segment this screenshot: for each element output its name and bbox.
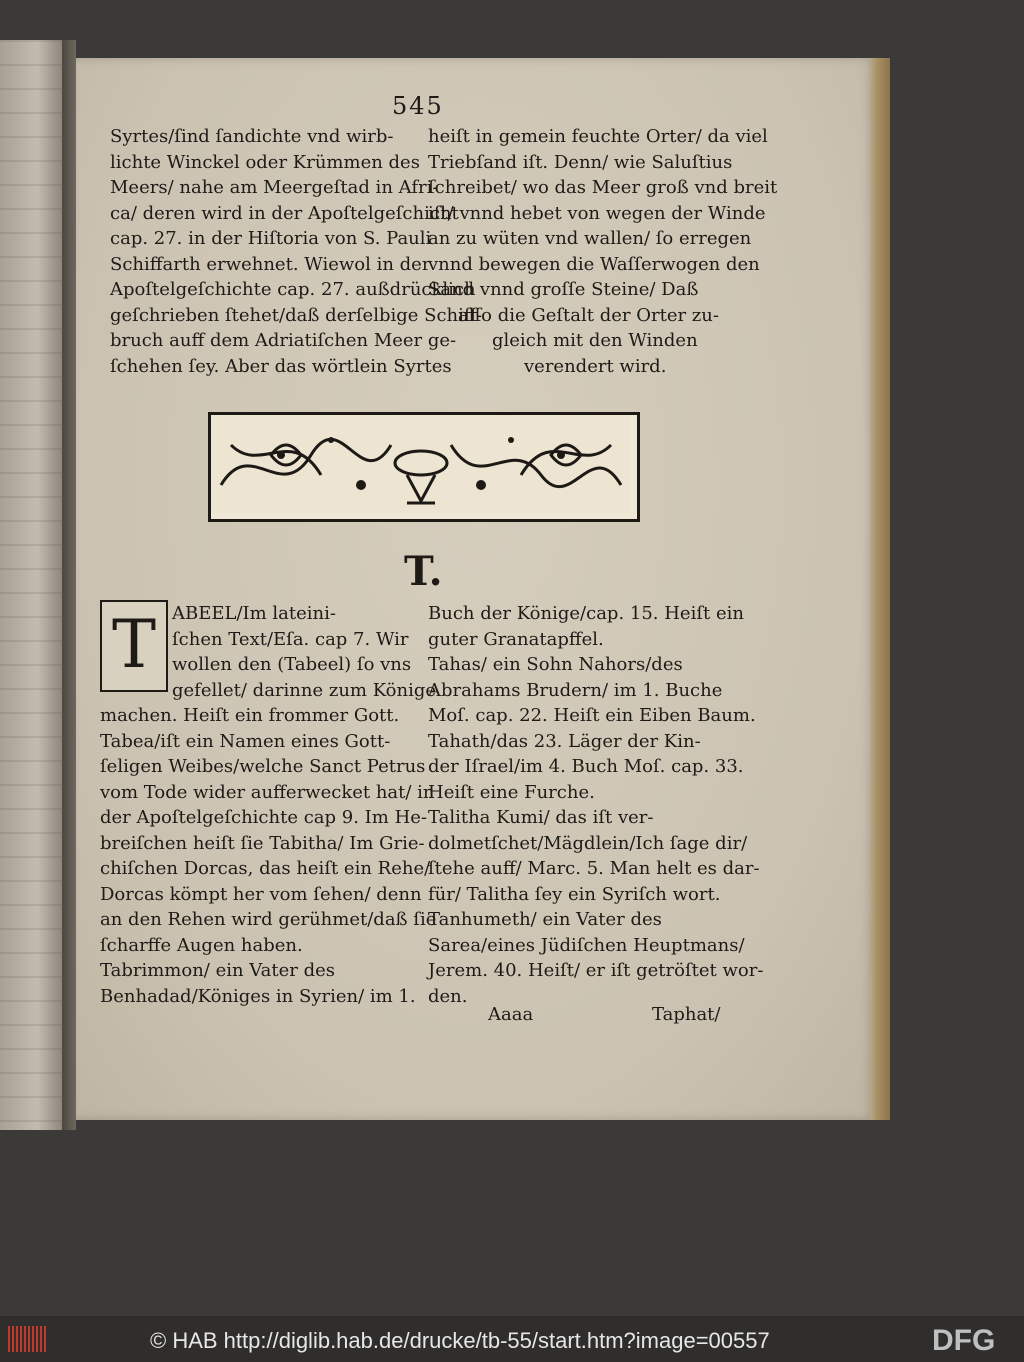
text-line: Triebſand iſt. Denn/ wie Saluſtius (428, 151, 733, 173)
text-line: ſchen Text/Eſa. cap 7. Wir (172, 628, 409, 650)
text-line: der Iſrael/im 4. Buch Moſ. cap. 33. (428, 756, 744, 777)
text-line: Sarea/eines Jüdiſchen Heuptmans/ (428, 934, 745, 956)
text-line: cap. 27. in der Hiſtoria von S. Pauli (110, 228, 432, 249)
text-line: machen. Heiſt ein frommer Gott. (100, 705, 400, 726)
text-line: Syrtes/ſind ſandichte vnd wirb- (110, 126, 394, 147)
page-number: 545 (392, 92, 444, 120)
text-line: Meers/ nahe am Meergeſtad in Afri- (110, 177, 439, 198)
text-line: der Apoſtelgeſchichte cap 9. Im He- (100, 807, 427, 828)
text-line: Tabea/iſt ein Namen eines Gott- (100, 730, 391, 752)
text-line: Moſ. cap. 22. Heiſt ein Eiben Baum. (428, 705, 756, 726)
text-line: ſtehe auff/ Marc. 5. Man helt es dar- (428, 858, 760, 879)
text-line: chiſchen Dorcas, das heiſt ein Rehe/ (100, 858, 431, 879)
text-line: guter Granatapffel. (428, 628, 604, 650)
text-line: Tahath/das 23. Läger der Kin- (428, 730, 701, 752)
text-line: alſo die Geſtalt der Orter zu- (458, 304, 719, 326)
previous-page-edge (0, 40, 62, 1130)
text-line: gefellet/ darinne zum Könige (172, 679, 437, 701)
bottom-left-column (100, 601, 436, 1009)
text-line: ABEEL/Im lateini- (172, 603, 336, 624)
signature-mark: Aaaa (488, 1004, 534, 1025)
text-line: wollen den (Tabeel) ſo vns (172, 654, 412, 675)
text-line: Benhadad/Königes in Syrien/ im 1. (100, 985, 416, 1007)
text-line: Heiſt eine Furche. (428, 781, 595, 803)
text-line: verendert wird. (524, 355, 667, 377)
text-line: Sand vnnd groſſe Steine/ Daß (428, 279, 699, 300)
page-edge-gilt (870, 58, 890, 1120)
ornament-illustration (211, 415, 631, 513)
section-letter: T. (404, 548, 443, 595)
top-left-column (110, 124, 482, 379)
text-line: ca/ deren wird in der Apoſtelgeſchicht (110, 202, 459, 224)
text-line: Abrahams Brudern/ im 1. Buche (428, 679, 723, 701)
text-line: Jerem. 40. Heiſt/ er iſt getröſtet wor- (428, 960, 764, 981)
text-line: Dorcas kömpt her vom ſehen/ denn (100, 883, 422, 905)
text-line: ſcharffe Augen haben. (100, 934, 303, 956)
bottom-right-column (428, 601, 763, 1009)
text-line: Buch der Könige/cap. 15. Heiſt ein (428, 603, 744, 624)
text-line: breiſchen heiſt ſie Tabitha/ Im Grie- (100, 832, 425, 854)
text-line: Tabrimmon/ ein Vater des (100, 960, 336, 981)
text-line: ſchreibet/ wo das Meer groß vnd breit (428, 177, 778, 198)
text-line: ſchehen ſey. Aber das wörtlein Syrtes (110, 355, 452, 377)
text-line: vnnd bewegen die Waſſerwogen den (428, 253, 760, 275)
book-gutter (62, 40, 76, 1130)
text-line: Talitha Kumi/ das iſt ver- (428, 807, 654, 828)
text-line: an zu wüten vnd wallen/ ſo erregen (428, 228, 752, 249)
text-line: iſt/ vnnd hebet von wegen der Winde (428, 202, 766, 224)
text-line: Tahas/ ein Sohn Nahors/des (428, 654, 683, 675)
barcode-icon (8, 1326, 46, 1352)
text-line: Tanhumeth/ ein Vater des (428, 909, 662, 930)
footer-copyright-link[interactable]: © HAB http://diglib.hab.de/drucke/tb-55/start.htm?image=00557 (150, 1328, 770, 1353)
top-right-column (428, 124, 777, 379)
text-line: bruch auff dem Adriatiſchen Meer ge- (110, 330, 457, 351)
text-line: lichte Winckel oder Krümmen des (110, 151, 420, 173)
dfg-logo: DFG (932, 1324, 996, 1357)
text-line: dolmetſchet/Mägdlein/Ich ſage dir/ (428, 832, 748, 854)
text-line: gleich mit den Winden (492, 330, 698, 351)
text-line: vom Tode wider aufferwecket hat/ in (100, 781, 435, 803)
decorated-initial: T (100, 600, 168, 692)
text-line: an den Rehen wird gerühmet/daß ſie (100, 909, 437, 930)
text-line: den. (428, 985, 468, 1007)
text-line: heiſt in gemein feuchte Orter/ da viel (428, 126, 768, 147)
previous-page-text-strip (0, 40, 62, 1130)
text-line: geſchrieben ſtehet/daß derſelbige Schiff- (110, 304, 483, 326)
catchword: Taphat/ (652, 1004, 721, 1025)
text-line: Schiffarth erwehnet. Wiewol in der (110, 253, 431, 275)
text-line: Apoſtelgeſchichte cap. 27. außdrücklich (110, 279, 476, 300)
woodcut-ornament-banner (208, 412, 640, 522)
text-line: für/ Talitha ſey ein Syriſch wort. (428, 883, 721, 905)
text-line: ſeligen Weibes/welche Sanct Petrus (100, 756, 426, 777)
